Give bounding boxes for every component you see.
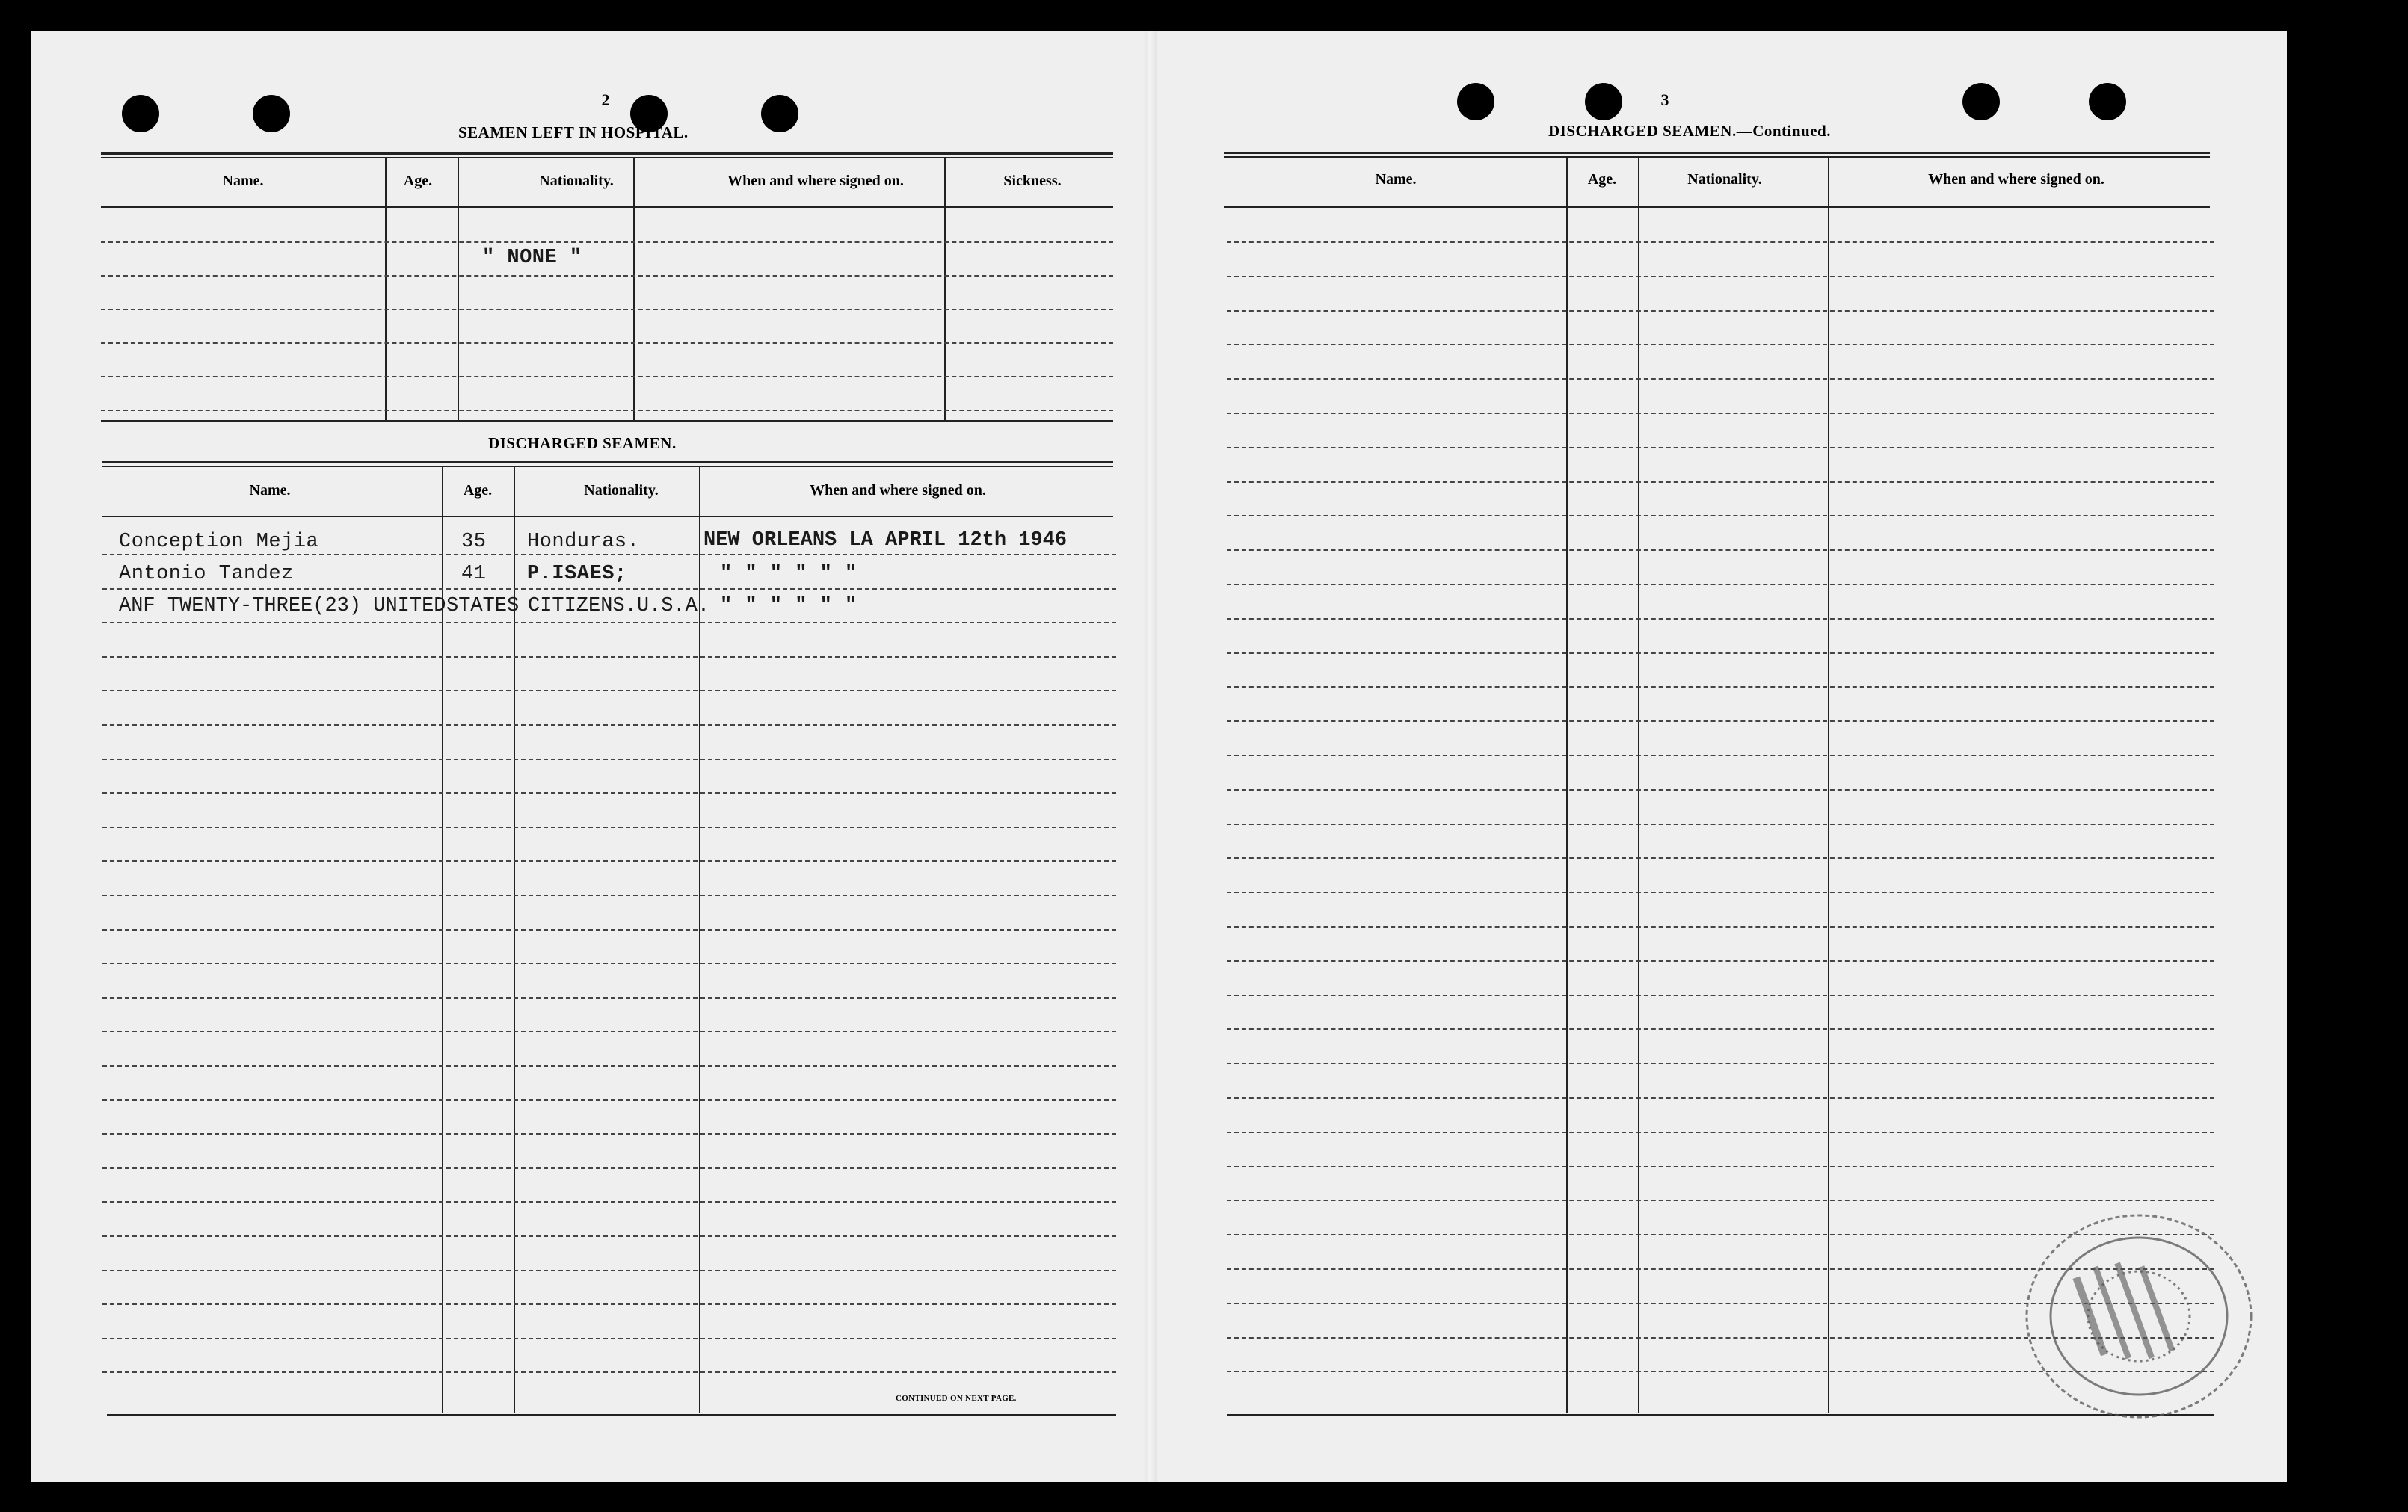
entry-line [102, 622, 1116, 623]
crew-name: ANF TWENTY-THREE(23) UNITED [119, 595, 446, 617]
entry-line [1227, 1063, 2214, 1064]
continued-note: CONTINUED ON NEXT PAGE. [896, 1394, 1017, 1403]
entry-line [102, 1371, 1116, 1373]
entry-line [1227, 515, 2214, 516]
entry-line [102, 1303, 1116, 1305]
entry-line [102, 588, 1116, 590]
entry-line [1227, 720, 2214, 722]
entry-line [1227, 584, 2214, 585]
discharged-section-title: DISCHARGED SEAMEN. [488, 434, 677, 452]
column-header-sickness: Sickness. [1003, 173, 1062, 189]
crew-signed-on: " " " " " " [720, 595, 857, 617]
left-page [31, 31, 1145, 1482]
entry-line [1227, 344, 2214, 345]
column-divider [458, 158, 459, 420]
entry-line [102, 1099, 1116, 1101]
column-header-nationality: Nationality. [584, 482, 659, 499]
port-stamp [1997, 1204, 2255, 1421]
column-header-name: Name. [249, 482, 291, 499]
entry-line [102, 997, 1116, 999]
punch-hole [2089, 83, 2126, 120]
entry-line [1227, 481, 2214, 483]
entry-line [102, 860, 1116, 862]
entry-line [1227, 789, 2214, 791]
column-header-nationality: Nationality. [539, 173, 614, 189]
entry-line [102, 656, 1116, 658]
entry-line [1227, 652, 2214, 654]
center-fold [1145, 31, 1157, 1482]
entry-line [1227, 413, 2214, 414]
entry-line [101, 309, 1113, 310]
entry-line [1227, 960, 2214, 962]
punch-hole [1585, 83, 1622, 120]
entry-line [102, 895, 1116, 896]
entry-line [1227, 447, 2214, 448]
entry-line [102, 963, 1116, 964]
entry-line [1227, 892, 2214, 893]
entry-line [1227, 1132, 2214, 1133]
punch-hole [253, 95, 290, 132]
entry-line [1227, 310, 2214, 312]
table-rule [1224, 156, 2210, 158]
column-divider [633, 158, 635, 420]
entry-line [1227, 549, 2214, 551]
entry-line [1227, 1200, 2214, 1201]
entry-line [1227, 926, 2214, 928]
crew-age: 41 [461, 563, 487, 585]
column-divider [385, 158, 387, 420]
table-rule [101, 152, 1113, 155]
entry-line [102, 1235, 1116, 1237]
entry-line [1227, 1166, 2214, 1167]
entry-line [1227, 1097, 2214, 1099]
entry-line [1227, 755, 2214, 756]
column-divider [1638, 158, 1639, 1413]
entry-line [102, 1270, 1116, 1271]
column-header-age: Age. [1587, 171, 1617, 188]
document-spread [31, 31, 2287, 1482]
table-rule [102, 516, 1113, 517]
table-rule [1224, 152, 2210, 154]
column-divider [1566, 158, 1568, 1413]
punch-hole [1962, 83, 2000, 120]
table-rule [101, 206, 1113, 208]
entry-line [1227, 378, 2214, 380]
entry-line [102, 792, 1116, 794]
entry-line [1227, 995, 2214, 996]
hospital-entry-none: " NONE " [482, 247, 582, 269]
punch-hole [122, 95, 159, 132]
crew-nationality: CITIZENS.U.S.A. [528, 595, 710, 617]
entry-line [1227, 686, 2214, 688]
column-header-nationality: Nationality. [1687, 171, 1762, 188]
table-rule [101, 420, 1113, 422]
entry-line [102, 1031, 1116, 1032]
table-rule [107, 1414, 1116, 1416]
entry-line [102, 1201, 1116, 1203]
entry-line [1227, 241, 2214, 243]
entry-line [102, 1133, 1116, 1135]
entry-line [1227, 618, 2214, 620]
entry-line [101, 376, 1113, 377]
table-rule [1224, 206, 2210, 208]
entry-line [102, 690, 1116, 691]
crew-age: 35 [461, 531, 487, 553]
column-divider [1828, 158, 1829, 1413]
column-header-signed-on: When and where signed on. [810, 482, 986, 499]
column-divider [944, 158, 946, 420]
table-rule [101, 157, 1113, 158]
page-number: 2 [601, 90, 610, 109]
table-rule [102, 461, 1113, 463]
table-rule [102, 466, 1113, 467]
entry-line [101, 410, 1113, 411]
crew-signed-on: NEW ORLEANS LA APRIL 12th 1946 [703, 529, 1068, 552]
column-header-name: Name. [222, 173, 264, 189]
crew-signed-on: " " " " " " [720, 563, 857, 585]
page-number: 3 [1660, 90, 1669, 109]
entry-line [102, 827, 1116, 828]
entry-line [102, 929, 1116, 931]
entry-line [102, 1338, 1116, 1339]
entry-line [101, 241, 1113, 243]
entry-line [102, 759, 1116, 760]
column-header-signed-on: When and where signed on. [1928, 171, 2104, 188]
entry-line [102, 1167, 1116, 1169]
column-header-age: Age. [463, 482, 493, 499]
entry-line [101, 275, 1113, 277]
entry-line [102, 1065, 1116, 1067]
entry-line [1227, 857, 2214, 859]
column-header-name: Name. [1375, 171, 1417, 188]
entry-line [1227, 276, 2214, 277]
crew-name: Conception Mejia [119, 531, 319, 553]
crew-nationality: P.ISAES; [527, 563, 627, 585]
punch-hole [1457, 83, 1494, 120]
column-header-signed-on: When and where signed on. [727, 173, 904, 189]
crew-name: Antonio Tandez [119, 563, 294, 585]
column-header-age: Age. [403, 173, 433, 189]
entry-line [1227, 824, 2214, 825]
entry-line [101, 342, 1113, 344]
entry-line [102, 724, 1116, 726]
crew-age: STATES [446, 595, 520, 617]
entry-line [1227, 1028, 2214, 1030]
crew-nationality: Honduras. [527, 531, 640, 553]
discharged-continued-title: DISCHARGED SEAMEN.—Continued. [1548, 122, 1831, 140]
punch-hole [761, 95, 798, 132]
hospital-section-title: SEAMEN LEFT IN HOSPITAL. [458, 123, 689, 141]
entry-line [102, 554, 1116, 555]
